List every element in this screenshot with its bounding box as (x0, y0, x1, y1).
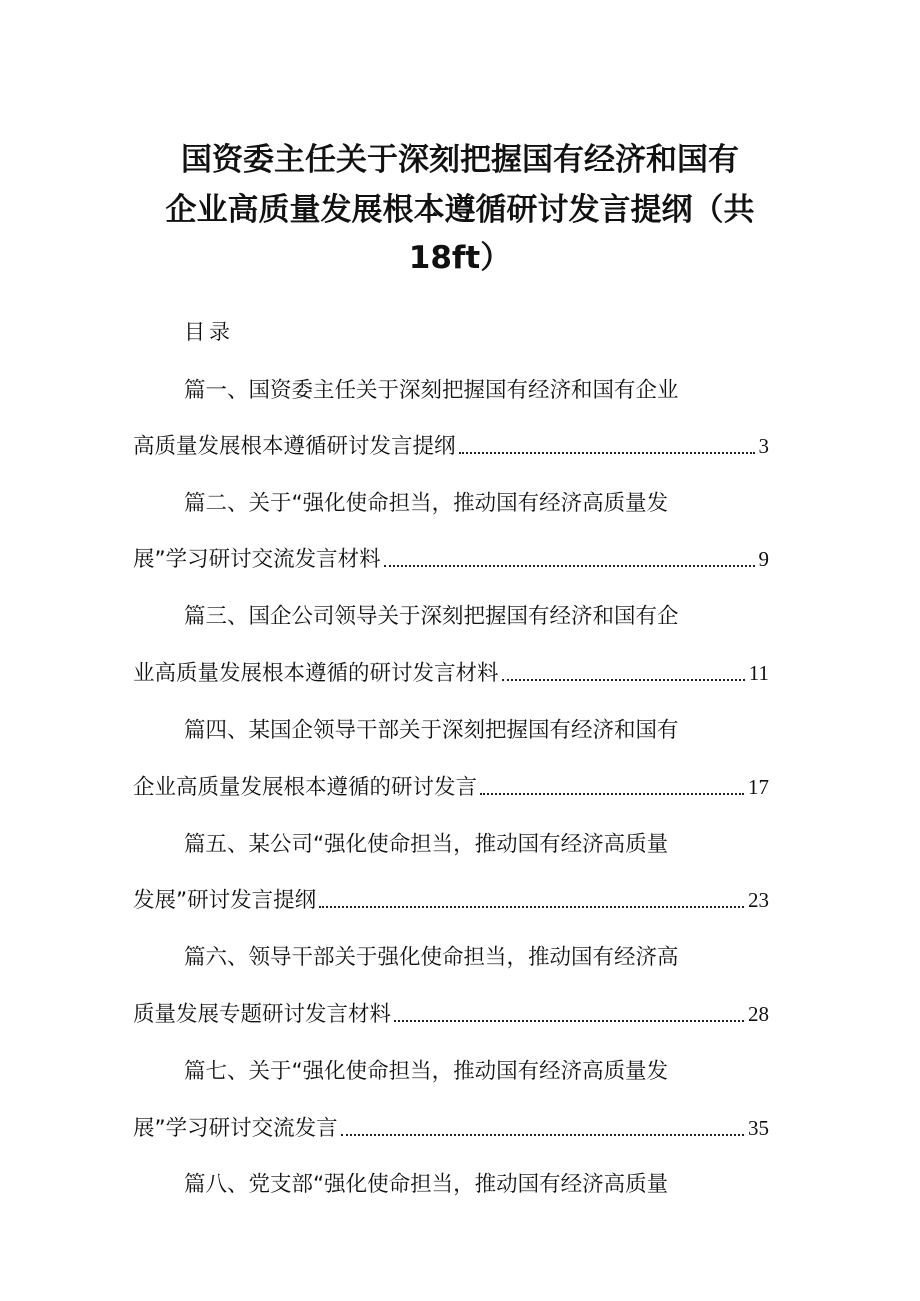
toc-entry-1-page-number: 3 (758, 434, 769, 458)
toc-entry-3-leader (502, 679, 745, 681)
toc-entry-3-line-1[interactable]: 篇三、国企公司领导关于深刻把握国有经济和国有企 (184, 604, 679, 629)
toc-entry-4-line-2[interactable] (133, 777, 769, 799)
toc-entry-6-line-1[interactable]: 篇六、领导干部关于强化使命担当，推动国有经济高 (184, 945, 679, 970)
toc-entry-1-line-2[interactable] (133, 436, 769, 458)
toc-entry-7-line-2[interactable] (133, 1118, 769, 1140)
toc-entry-4-line-1[interactable]: 篇四、某国企领导干部关于深刻把握国有经济和国有 (184, 718, 679, 743)
toc-entry-5-leader (319, 906, 744, 908)
toc-entry-3-line-2[interactable] (133, 663, 769, 685)
toc-entry-4-leader (480, 793, 744, 795)
toc-entry-3-text: 业高质量发展根本遵循的研讨发言材料 (133, 661, 499, 686)
toc-entry-5-line-2[interactable] (133, 890, 769, 912)
toc-entry-3-page-number: 11 (748, 661, 769, 685)
toc-entry-5-page-number: 23 (748, 888, 769, 912)
toc-entry-7-line-1[interactable]: 篇七、关于“强化使命担当，推动国有经济高质量发 (184, 1059, 669, 1084)
toc-entry-8-line-1[interactable]: 篇八、党支部“强化使命担当，推动国有经济高质量 (184, 1172, 669, 1197)
toc-entry-2-line-1[interactable]: 篇二、关于“强化使命担当，推动国有经济高质量发 (184, 491, 669, 516)
toc-entry-1-leader (459, 452, 755, 454)
toc-entry-2-page-number: 9 (758, 547, 769, 571)
document-title-line-2: 企业高质量发展根本遵循研讨发言提纲（共 (165, 192, 755, 228)
toc-entry-6-line-2[interactable] (133, 1004, 769, 1026)
toc-entry-5-text: 发展”研讨发言提纲 (133, 888, 317, 913)
toc-entry-7-leader (341, 1134, 744, 1136)
toc-heading: 目录 (184, 320, 234, 344)
document-title-line-1: 国资委主任关于深刻把握国有经济和国有 (181, 142, 739, 178)
toc-entry-4-text: 企业高质量发展根本遵循的研讨发言 (133, 775, 478, 800)
toc-entry-7-page-number: 35 (748, 1116, 769, 1140)
toc-entry-6-text: 质量发展专题研讨发言材料 (133, 1002, 392, 1027)
toc-entry-1-line-1[interactable]: 篇一、国资委主任关于深刻把握国有经济和国有企业 (184, 378, 679, 403)
toc-entry-5-line-1[interactable]: 篇五、某公司“强化使命担当，推动国有经济高质量 (184, 832, 669, 857)
toc-entry-1-text: 高质量发展根本遵循研讨发言提纲 (133, 434, 456, 459)
toc-entry-6-page-number: 28 (748, 1002, 769, 1026)
document-title-line-3: 18ft） (408, 240, 512, 276)
toc-entry-7-text: 展”学习研讨交流发言 (133, 1116, 338, 1141)
toc-entry-2-leader (384, 565, 755, 567)
toc-entry-2-line-2[interactable] (133, 549, 769, 571)
toc-entry-4-page-number: 17 (748, 775, 769, 799)
toc-entry-2-text: 展”学习研讨交流发言材料 (133, 547, 381, 572)
toc-entry-6-leader (394, 1020, 744, 1022)
